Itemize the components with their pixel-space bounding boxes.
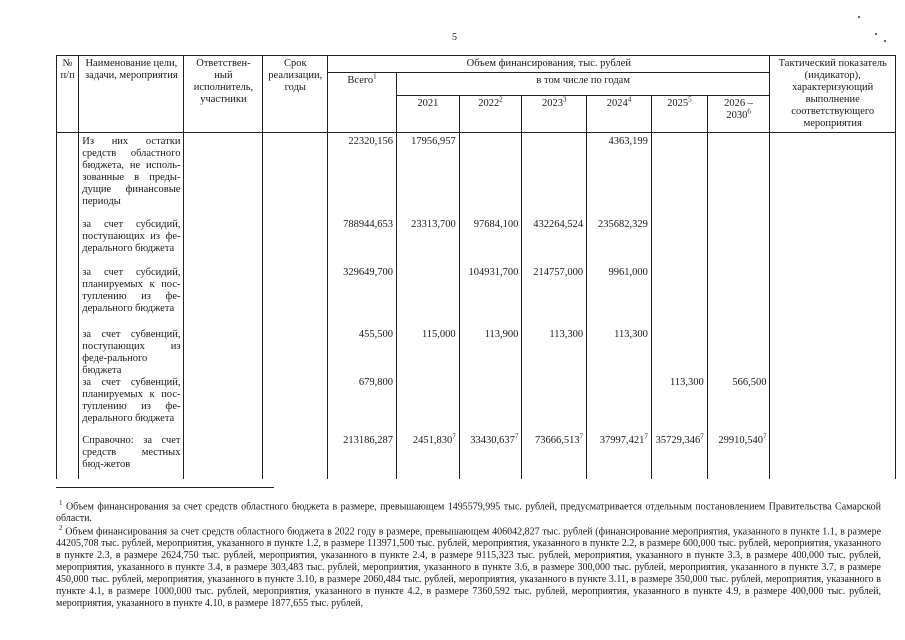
cell-total: 679,800 xyxy=(328,377,397,435)
cell-2021 xyxy=(396,377,459,435)
table-row xyxy=(57,267,896,329)
cell-2022 xyxy=(459,133,522,220)
cell-2022: 113,900 xyxy=(459,329,522,377)
cell-2023: 113,300 xyxy=(522,329,587,377)
col-header-volume: Объем финансирования, тыс. рублей xyxy=(328,56,770,73)
cell-2022: 33430,637$^7$ xyxy=(459,435,522,479)
cell-2024: 37997,421$^7$ xyxy=(587,435,652,479)
row-name: Справочно: за счет средств местных бюд-жетов xyxy=(79,435,184,479)
cell-2025 xyxy=(651,329,707,377)
cell-total: 22320,156 xyxy=(328,133,397,220)
row-name: за счет субвенций, планируемых к пос-туплению из фе-дерального бюджета xyxy=(79,377,184,435)
col-header-year: 2023$^3$ xyxy=(522,96,587,133)
col-header-year: 2022$^2$ xyxy=(459,96,522,133)
row-name: Из них остатки средств областного бюджета, не исполь-зованные в преды-дущие финансовые периоды xyxy=(79,133,184,220)
row-name: за счет субвенций, поступающих из феде-рального бюджета xyxy=(79,329,184,377)
scan-speck xyxy=(875,33,877,35)
cell-total: 455,500 xyxy=(328,329,397,377)
cell-2025 xyxy=(651,267,707,329)
table-row xyxy=(57,219,896,267)
table-row xyxy=(57,133,896,220)
col-header-year: 2025$^5$ xyxy=(651,96,707,133)
col-header-indicator: Тактический показатель (индикатор), характеризующий выполнение соответствующего мероприятия xyxy=(770,56,896,133)
footnote-2: $^2$ Объем финансирования за счет средств областного бюджета в 2022 году в размере, превышающем 406042,827 тыс. рублей (финансирование мероприятия, указанного в пункте 1.1, в размере 44205,708 тыс. рублей, мероприятия, указанного в пункте 1.2, в размере 113971,500 тыс. рублей, мероприятия, указанного в пункте 2.2, в размере 600,000 тыс. рублей, мероприятия, указанного в пункте 2.3, в размере 2624,750 тыс. рублей, мероприятия, указанного в пункте 2.4, в размере 9115,323 тыс. рублей, мероприятия, указанного в пункте 3.3, в размере 400,000 тыс. рублей, мероприятия, указанного в пункте 3.4, в размере 303,483 тыс. рублей, мероприятия, указанного в пункте 3.6, в размере 300,000 тыс. рублей, мероприятия, указанного в пункте 3.7, в размере 450,000 тыс. рублей, мероприятия, указанного в пункте 3.10, в размере 2060,484 тыс. рублей, мероприятия, указанного в пункте 3.11, в размере 350,000 тыс. рублей, мероприятия, указанного в пункте 4.1, в размере 1000,000 тыс. рублей, мероприятия, указанного в пункте 4.2, в размере 7360,592 тыс. рублей, мероприятия, указанного в пункте 4.9, в размере 400,000 тыс. рублей, мероприятия, указанного в пункте 4.10, в размере 1877,655 тыс. рублей, xyxy=(56,524,882,610)
table-row xyxy=(57,329,896,377)
cell-2022: 104931,700 xyxy=(459,267,522,329)
col-header-year: 2026 – 2030$^6$ xyxy=(707,96,770,133)
cell-2024: 113,300 xyxy=(587,329,652,377)
cell-2021: 115,000 xyxy=(396,329,459,377)
footnote-1: $^1$ Объем финансирования за счет средств областного бюджета в размере, превышающем 1495579,995 тыс. рублей, предусматривается отдельным постановлением Правительства Самарской области. xyxy=(56,499,882,525)
financing-table xyxy=(56,55,896,479)
col-header-years-group: в том числе по годам xyxy=(396,73,769,96)
cell-total: 213186,287 xyxy=(328,435,397,479)
col-header-term: Срок реализации, годы xyxy=(263,56,328,133)
cell-2026 xyxy=(707,219,770,267)
row-name: за счет субсидий, поступающих из фе-дерального бюджета xyxy=(79,219,184,267)
cell-2025: 35729,346$^7$ xyxy=(651,435,707,479)
cell-2022: 97684,100 xyxy=(459,219,522,267)
cell-2023: 432264,524 xyxy=(522,219,587,267)
cell-2025 xyxy=(651,133,707,220)
cell-2026: 566,500 xyxy=(707,377,770,435)
page-number: 5 xyxy=(452,32,457,43)
cell-2024 xyxy=(587,377,652,435)
cell-2026: 29910,540$^7$ xyxy=(707,435,770,479)
cell-2023: 73666,513$^7$ xyxy=(522,435,587,479)
cell-2026 xyxy=(707,133,770,220)
cell-2023: 214757,000 xyxy=(522,267,587,329)
col-header-year: 2024$^4$ xyxy=(587,96,652,133)
table-row xyxy=(57,435,896,479)
col-header-responsible: Ответствен-ный исполнитель, участники xyxy=(184,56,263,133)
cell-total: 788944,653 xyxy=(328,219,397,267)
col-header-total: Всего$^1$ xyxy=(328,73,397,133)
cell-2021: 23313,700 xyxy=(396,219,459,267)
cell-2021 xyxy=(396,267,459,329)
cell-2021: 2451,830$^7$ xyxy=(396,435,459,479)
cell-2026 xyxy=(707,329,770,377)
cell-2021: 17956,957 xyxy=(396,133,459,220)
cell-2024: 4363,199 xyxy=(587,133,652,220)
scan-speck xyxy=(884,40,886,42)
cell-2025 xyxy=(651,219,707,267)
cell-2026 xyxy=(707,267,770,329)
col-header-year: 2021 xyxy=(396,96,459,133)
cell-2025: 113,300 xyxy=(651,377,707,435)
footnote-separator xyxy=(56,487,274,488)
cell-2024: 9961,000 xyxy=(587,267,652,329)
cell-2023 xyxy=(522,133,587,220)
col-header-num: № п/п xyxy=(57,56,79,133)
cell-2022 xyxy=(459,377,522,435)
cell-2023 xyxy=(522,377,587,435)
cell-2024: 235682,329 xyxy=(587,219,652,267)
col-header-name: Наименование цели, задачи, мероприятия xyxy=(79,56,184,133)
scan-speck xyxy=(858,16,860,18)
row-name: за счет субсидий, планируемых к пос-туплению из фе-дерального бюджета xyxy=(79,267,184,329)
cell-total: 329649,700 xyxy=(328,267,397,329)
table-row xyxy=(57,377,896,435)
